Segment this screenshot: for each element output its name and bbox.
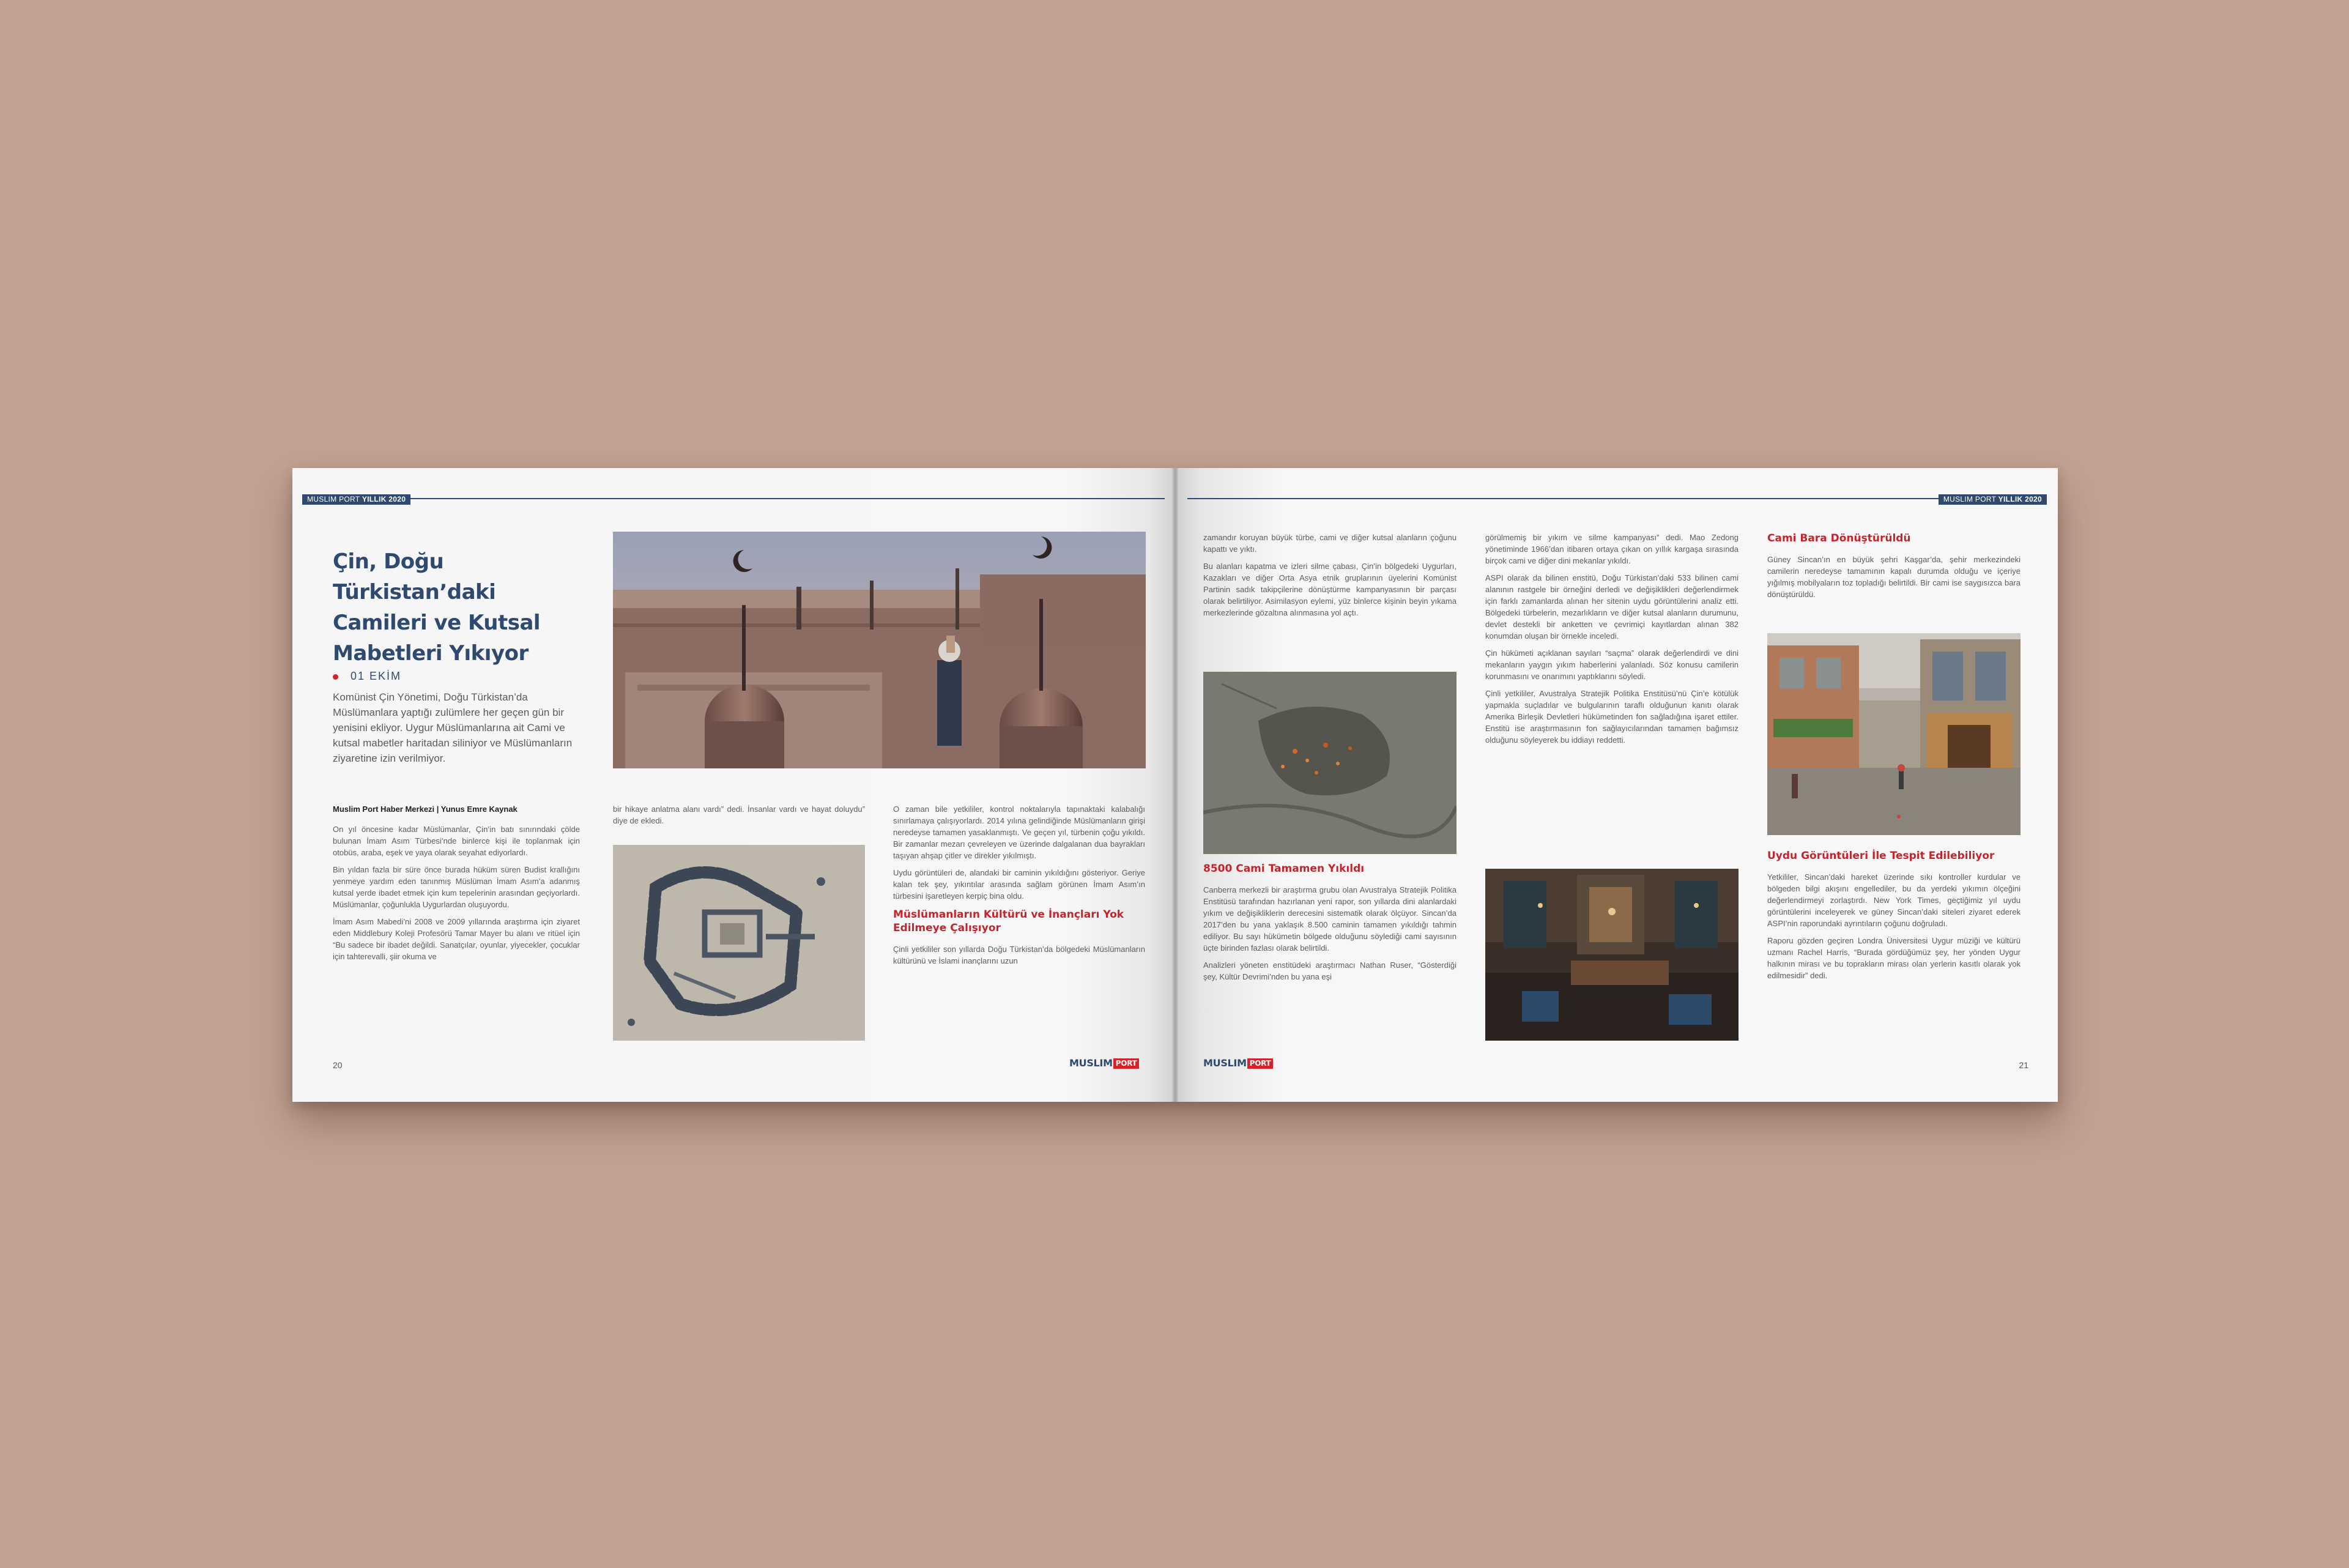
paragraph: O zaman bile yetkililer, kontrol noktalarıyla tapınaktaki kalabalığı sınırlamaya çalışıyorlardı. 2014 yılına gelindiğinde Müslümanların girişi neredeyse tamamen yasaklanmıştı. Ve geçen yıl, türbenin çoğu yıkıldı. Bir zamanlar mezarı çevreleyen ve üzerinde dalgalanan dua bayrakları taşıyan ahşap çitler ve direkler yıkılmıştı. (893, 804, 1145, 860)
paragraph: Uydu görüntüleri de, alandaki bir caminin yıkıldığını gösteriyor. Geriye kalan tek şey, yıkıntılar arasında sağlam görünen İmam Asım’ın türbesini işaretleyen kerpiç bina oldu. (893, 868, 1145, 901)
header-brand: MUSLIM PORT (1943, 495, 1997, 503)
date-text: 01 EKİM (351, 670, 402, 682)
subheading: Müslümanların Kültürü ve İnançları Yok Edilmeye Çalışıyor (893, 908, 1124, 934)
magazine-spread (292, 468, 2058, 1102)
header-rule (302, 498, 1165, 499)
article-date (333, 670, 401, 683)
paragraph: Çinli yetkililer, Avustralya Stratejik Politika Enstitüsü’nü Çin’e kötülük yapmakla suçladılar ve bulgularının taraflı olduğunun kanıtı olarak Amerika Birleşik Devletleri hükümetinden fon sağladığına işaret ettiler. Enstitü ise araştırmasının fon sağlayıcılarından tamamen bağımsız olduğunu söyleyerek bu iddiayı reddetti. (1485, 689, 1739, 745)
paragraph: Bu alanları kapatma ve izleri silme çabası, Çin’in bölgedeki Uygurları, Kazakları ve diğer Orta Asya etnik gruplarının üyelerini Komünist Partinin sadık takipçilerine dönüştürme kampanyasının bir parçası olarak belirtiliyor. Asimilasyon eylemi, yüz binlerce kişinin beyin yıkama merkezlerinde gözaltına alınmasına yol açtı. (1203, 562, 1457, 617)
subheading: 8500 Cami Tamamen Yıkıldı (1203, 863, 1365, 875)
paragraph: Yetkililer, Sincan’daki hareket üzerinde sıkı kontroller kurdular ve bölgeden bilgi akışını engellediler, bu da yerdeki yıkımın ölçeğini değerlendirmeyi zorlaştırdı. New York Times, geçtiğimiz yıl uydu görüntülerini inceleyerek ve güney Sincan’daki siteleri ziyaret ederek ASPI’nin raporundaki ayrıntıların çoğunu doğruladı. (1767, 872, 2021, 928)
header-year: YILLIK 2020 (362, 495, 406, 503)
satellite-photo-city (1203, 672, 1457, 854)
paragraph: İmam Asım Mabedi’ni 2008 ve 2009 yıllarında araştırma için ziyaret eden Middlebury Koleji Profesörü Tamar Mayer bu alanı ve ritüel için “Bu sadece bir ibadet değildi. Sanatçılar, oyunlar, yiyecekler, çocuklar için tahterevalli, şiir okuma ve (333, 917, 580, 961)
photo-kashgar-street (1767, 633, 2021, 835)
column-6 (1767, 532, 2021, 606)
byline: Muslim Port Haber Merkezi | Yunus Emre Kaynak (333, 804, 518, 814)
paragraph: On yıl öncesine kadar Müslümanlar, Çin’in batı sınırındaki çölde bulunan İmam Asım Türbesi’nde binlerce kişi ile toplanmak için otobüs, araba, eşek ve yaya olarak seyahat ediyorlardı. (333, 825, 580, 857)
logo-text: MUSLIM (1069, 1057, 1113, 1069)
column-2 (613, 803, 865, 832)
page-number-left: 20 (333, 1060, 343, 1070)
left-page (292, 468, 1175, 1102)
header-brand: MUSLIM PORT (307, 495, 360, 503)
page-number-right: 21 (2019, 1060, 2028, 1070)
footer-logo-right (1203, 1057, 1273, 1069)
paragraph: Canberra merkezli bir araştırma grubu olan Avustralya Stratejik Politika Enstitüsü tarafından hazırlanan yeni rapor, son yıllarda dini alanlardaki yıkım ve değişikliklerin derecesini sistematik olarak ölçüyor. Sincan’da 2017’den bu yana yaklaşık 8.500 caminin tamamen yıkıldığı tahmin ediliyor. Bu sayı hükümetin bölgede olduğunu söylediği cami sayısının üçte birinden fazlası olarak belirtildi. (1203, 885, 1457, 953)
paragraph: Raporu gözden geçiren Londra Üniversitesi Uygur müziği ve kültürü uzmanı Rachel Harris, “Burada gördüğümüz şey, her yönden Uygur halkının mirası ve bu toprakların mirası olan yerlerin kasıtlı olarak yok edilmesidir” dedi. (1767, 936, 2021, 980)
logo-tag: PORT (1113, 1058, 1140, 1069)
paragraph: ASPI olarak da bilinen enstitü, Doğu Türkistan’daki 533 bilinen cami alanının rastgele bir örneğini derledi ve değişiklikleri değerlendirmek için farklı zamanlarda alınan her sitenin uydu görüntülerini analiz etti. Bölgedeki türbelerin, mezarlıkların ve diğer kutsal alanların durumunu, devlet destekli bir anketten ve çevrimiçi kayıtlardan alınan 382 konumdan oluşan bir örnekle inceledi. (1485, 573, 1739, 641)
running-header (1939, 494, 2047, 505)
header-year: YILLIK 2020 (1998, 495, 2042, 503)
running-header (302, 494, 410, 505)
date-bullet-icon (333, 674, 338, 680)
article-lead: Komünist Çin Yönetimi, Doğu Türkistan’da Müslümanlara yaptığı zulümlere her geçen gün bir yenisini ekliyor. Uygur Müslümanlarına ait Cami ve kutsal mabetler haritadan siliniyor ve Müslümanların ziyaretine izin verilmiyor. (333, 691, 573, 764)
column-3 (893, 803, 1145, 972)
header-rule (1187, 498, 2047, 499)
right-page (1175, 468, 2058, 1102)
paragraph: görülmemiş bir yıkım ve silme kampanyası” dedi. Mao Zedong yönetiminde 1966’dan itibaren ortaya çıkan on yıllık kargaşa sırasında birçok cami ve diğer dini mekanlar yıkıldı. (1485, 533, 1739, 565)
paragraph: Çinli yetkililer son yıllarda Doğu Türkistan’da bölgedeki Müslümanların kültürünü ve İslami inançlarını uzun (893, 945, 1145, 965)
column-6b (1767, 849, 2021, 987)
photo-mosque-bar-interior (1485, 869, 1739, 1041)
subheading: Cami Bara Dönüştürüldü (1767, 532, 1911, 544)
article-title: Çin, Doğu Türkistan’daki Camileri ve Kutsal Mabetleri Yıkıyor (333, 549, 541, 666)
spine-fold (1172, 468, 1178, 1102)
subheading: Uydu Görüntüleri İle Tespit Edilebiliyor (1767, 850, 1995, 862)
logo-text: MUSLIM (1203, 1057, 1247, 1069)
column-4 (1203, 532, 1457, 624)
paragraph: bir hikaye anlatma alanı vardı” dedi. İnsanlar vardı ve hayat doluydu” diye de ekledi. (613, 804, 865, 825)
logo-tag: PORT (1247, 1058, 1274, 1069)
column-4b (1203, 862, 1457, 988)
column-5 (1485, 532, 1739, 751)
paragraph: Güney Sincan’ın en büyük şehri Kaşgar’da, şehir merkezindeki camilerin neredeyse tamamının kapalı durumda olduğu ve içeriye yığılmış mobilyaların toz topladığı belirtildi. Bir cami ise saygısızca bara dönüştürüldü. (1767, 555, 2021, 599)
hero-photo-rooftop-mosque (613, 532, 1146, 768)
paragraph: Analizleri yöneten enstitüdeki araştırmacı Nathan Ruser, “Gösterdiği şey, Kültür Devrimi’nden bu yana eşi (1203, 960, 1457, 981)
footer-logo-left (1069, 1057, 1139, 1069)
paragraph: Bin yıldan fazla bir süre önce burada hüküm süren Budist krallığını yenmeye yardım eden tanınmış Müslüman İmam Asım’a adanmış kutsal yerde ibadet etmek için kum tepelerinin arasından geçiyorlardı. Müslümanlar, çoğunlukla Uygurlardan oluşuyordu. (333, 865, 580, 909)
column-1 (333, 803, 580, 968)
satellite-photo-shrine (613, 845, 865, 1041)
paragraph: Çin hükümeti açıklanan sayıları “saçma” olarak değerlendirdi ve dini mekanların yaygın yıkım haberlerini yalanladı. Söz konusu camilerin korunmasını ve onarımını yaptıklarını söyledi. (1485, 648, 1739, 681)
paragraph: zamandır koruyan büyük türbe, cami ve diğer kutsal alanların çoğunu kapattı ve yıktı. (1203, 533, 1457, 554)
